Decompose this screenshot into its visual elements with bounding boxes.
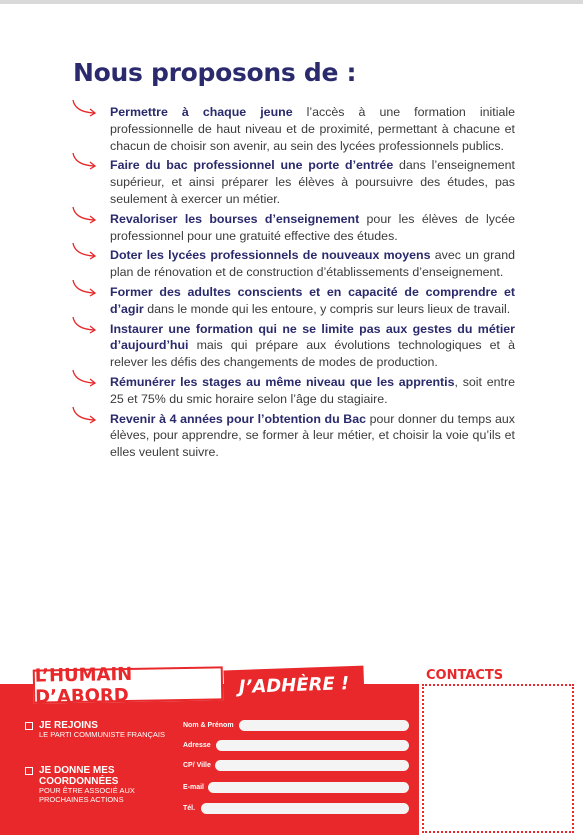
name-field [183, 720, 409, 731]
curved-arrow-icon [70, 205, 98, 227]
option-join[interactable] [25, 720, 165, 740]
item-bold: Permettre à chaque jeune [110, 105, 293, 119]
option-contact-title: JE DONNE MES COORDONNÉES [39, 765, 119, 787]
item-text: pour les élèves de lycée professionnel pour une gratuité effective des études. [110, 211, 515, 243]
item-bold: Revenir à 4 années pour l’obtention du Bac [110, 411, 366, 426]
address-field [183, 740, 409, 751]
item-bold: Faire du bac professionnel une porte d’entrée [110, 158, 394, 173]
email-field [183, 782, 409, 793]
curved-arrow-icon [70, 151, 98, 173]
curved-arrow-icon [70, 315, 98, 337]
curved-arrow-icon [70, 368, 98, 390]
name-input[interactable] [239, 720, 409, 731]
phone-field [183, 803, 409, 814]
list-item [70, 374, 515, 408]
address-input[interactable] [216, 740, 409, 751]
item-text: , soit entre 25 et 75% du smic horaire selon l’âge du stagiaire. [110, 374, 515, 406]
humain-dabord-label: L’HUMAIN D’ABORD [33, 666, 224, 703]
join-checkbox[interactable] [25, 722, 33, 730]
email-input[interactable] [208, 782, 409, 793]
phone-field-label: Tél. [183, 805, 196, 812]
item-bold: Doter les lycées professionnels de nouveaux moyens [110, 248, 431, 263]
item-text: avec un grand plan de rénovation et de construction d’établissements d’enseignement. [110, 248, 515, 280]
list-item [70, 247, 515, 281]
item-bold: Rémunérer les stages au même niveau que les apprentis [110, 374, 455, 389]
list-item [70, 211, 515, 245]
option-contact-sub: POUR ÊTRE ASSOCIÉ AUX PROCHAINES ACTIONS [39, 786, 135, 804]
item-text: mais qui prépare aux évolutions technologiques et à relever les défis des changements de modes de production. [110, 338, 515, 370]
curved-arrow-icon [70, 405, 98, 427]
address-field-label: Adresse [183, 742, 211, 749]
contacts-box [422, 684, 574, 833]
item-text: pour donner du temps aux élèves, pour apprendre, se former à leur métier, et choisir la voie qu’ils et elles veulent suivre. [110, 411, 515, 460]
list-item [70, 411, 515, 461]
item-bold: Revaloriser les bourses d’enseignement [110, 211, 360, 226]
jadhere-label: J’ADHÈRE ! [223, 666, 364, 705]
item-text: dans le monde qui les entoure, y compris sur leurs lieux de travail. [143, 301, 511, 316]
list-item [70, 321, 515, 371]
contact-checkbox[interactable] [25, 767, 33, 775]
item-text: dans l’enseignement supérieur, et ainsi préparer les élèves à poursuivre des études, pas seulement à exercer un métier. [110, 158, 515, 206]
page-title: Nous proposons de : [73, 58, 357, 87]
proposal-list [70, 104, 515, 464]
name-field-label: Nom & Prénom [183, 722, 234, 729]
item-text: l’accès à une formation initiale professionnelle de haut niveau et de proximité, permettant à chacune et chacun de choisir son avenir, au sein des lycées professionnels publics. [110, 105, 515, 153]
curved-arrow-icon [70, 241, 98, 263]
curved-arrow-icon [70, 98, 98, 120]
city-field-label: CP/ Ville [183, 762, 211, 769]
list-item [70, 157, 515, 207]
list-item [70, 284, 515, 318]
city-field [183, 760, 409, 771]
list-item [70, 104, 515, 154]
phone-input[interactable] [201, 803, 409, 814]
option-join-sub: LE PARTI COMMUNISTE FRANÇAIS [39, 730, 165, 739]
email-field-label: E-mail [183, 784, 205, 791]
contacts-title: CONTACTS [426, 668, 504, 683]
item-bold: Instaurer une formation qui ne se limite pas aux gestes du métier d’aujourd’hui [110, 321, 515, 353]
option-join-title: JE REJOINS [39, 720, 98, 731]
item-bold: Former des adultes conscients et en capacité de comprendre et d’agir [110, 284, 515, 316]
top-border [0, 0, 583, 4]
city-input[interactable] [215, 760, 409, 771]
curved-arrow-icon [70, 278, 98, 300]
option-contact[interactable] [25, 765, 165, 804]
